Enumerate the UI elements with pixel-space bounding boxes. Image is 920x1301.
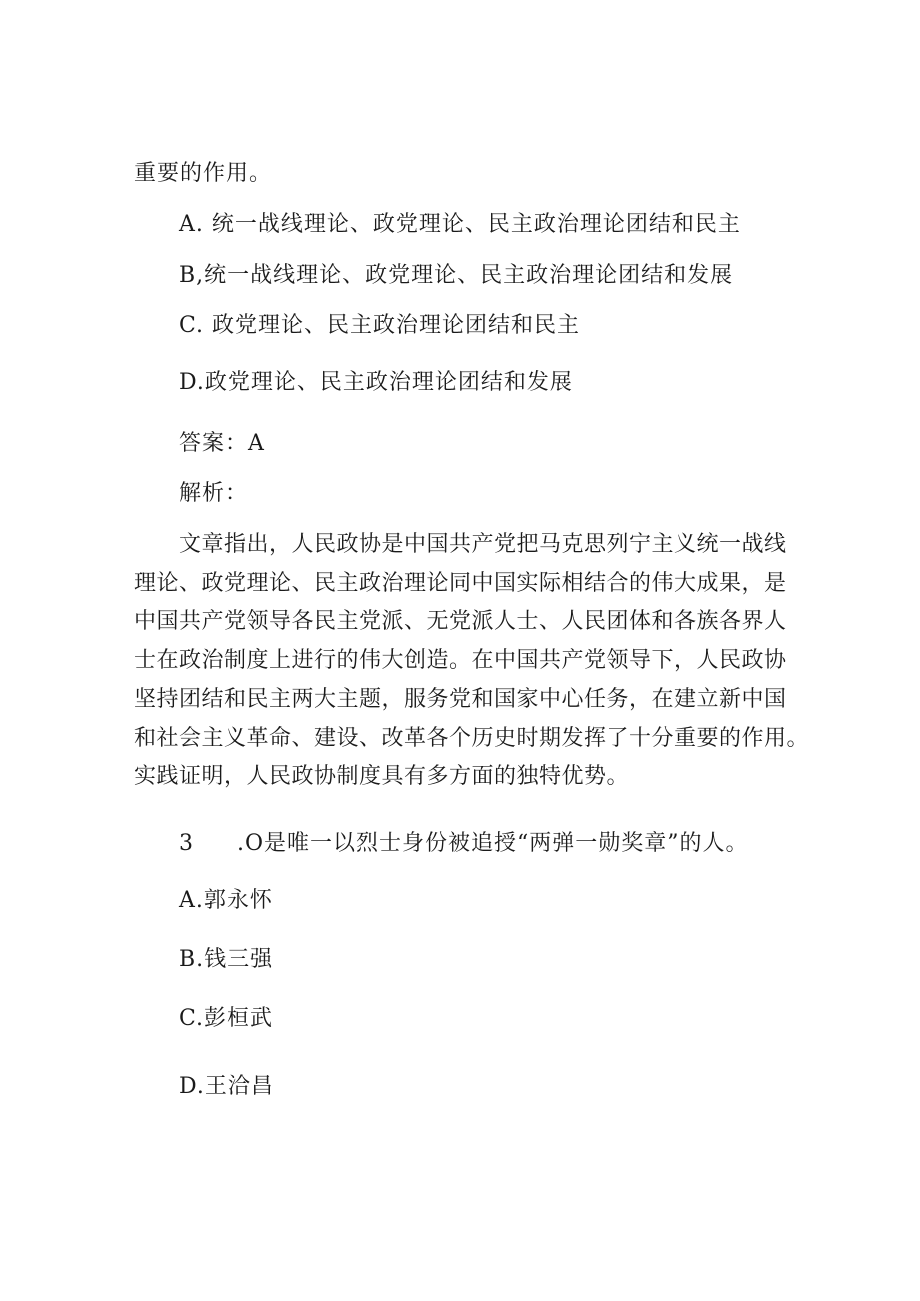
q2-answer: 答案：A: [179, 431, 265, 456]
q3-number: 3: [179, 831, 194, 856]
previous-question-tail: 重要的作用。: [134, 161, 273, 186]
analysis-line: 中国共产党领导各民主党派、无党派人士、人民团体和各族各界人: [134, 609, 787, 635]
q2-option-c: C. 政党理论、民主政治理论团结和民主: [179, 313, 581, 338]
q3-question: [179, 831, 749, 857]
q3-option-c: C.彭桓武: [179, 1006, 274, 1031]
analysis-label: 解析：: [179, 481, 249, 506]
analysis-line: 和社会主义革命、建设、改革各个历史时期发挥了十分重要的作用。: [134, 725, 810, 751]
q3-option-d: D.王洽昌: [179, 1074, 274, 1099]
analysis-line: 士在政治制度上进行的伟大创造。在中国共产党领导下，人民政协: [134, 648, 787, 674]
analysis-line: 文章指出，人民政协是中国共产党把马克思列宁主义统一战线: [134, 532, 787, 557]
analysis-line: 坚持团结和民主两大主题，服务党和国家中心任务，在建立新中国: [134, 686, 787, 712]
q2-option-d: D.政党理论、民主政治理论团结和发展: [179, 370, 573, 395]
q2-option-a: A. 统一战线理论、政党理论、民主政治理论团结和民主: [179, 212, 741, 237]
q2-option-b: B,统一战线理论、政党理论、民主政治理论团结和发展: [179, 263, 734, 288]
q3-option-b: B.钱三强: [179, 947, 274, 972]
q3-option-a: A.郭永怀: [179, 888, 273, 913]
analysis-line: 实践证明，人民政协制度具有多方面的独特优势。: [134, 764, 630, 790]
analysis-line: 理论、政党理论、民主政治理论同中国实际相结合的伟大成果，是: [134, 570, 787, 596]
q3-text: .O是唯一以烈士身份被追授“两弹一勋奖章”的人。: [237, 831, 749, 856]
analysis-paragraph: [134, 526, 810, 797]
